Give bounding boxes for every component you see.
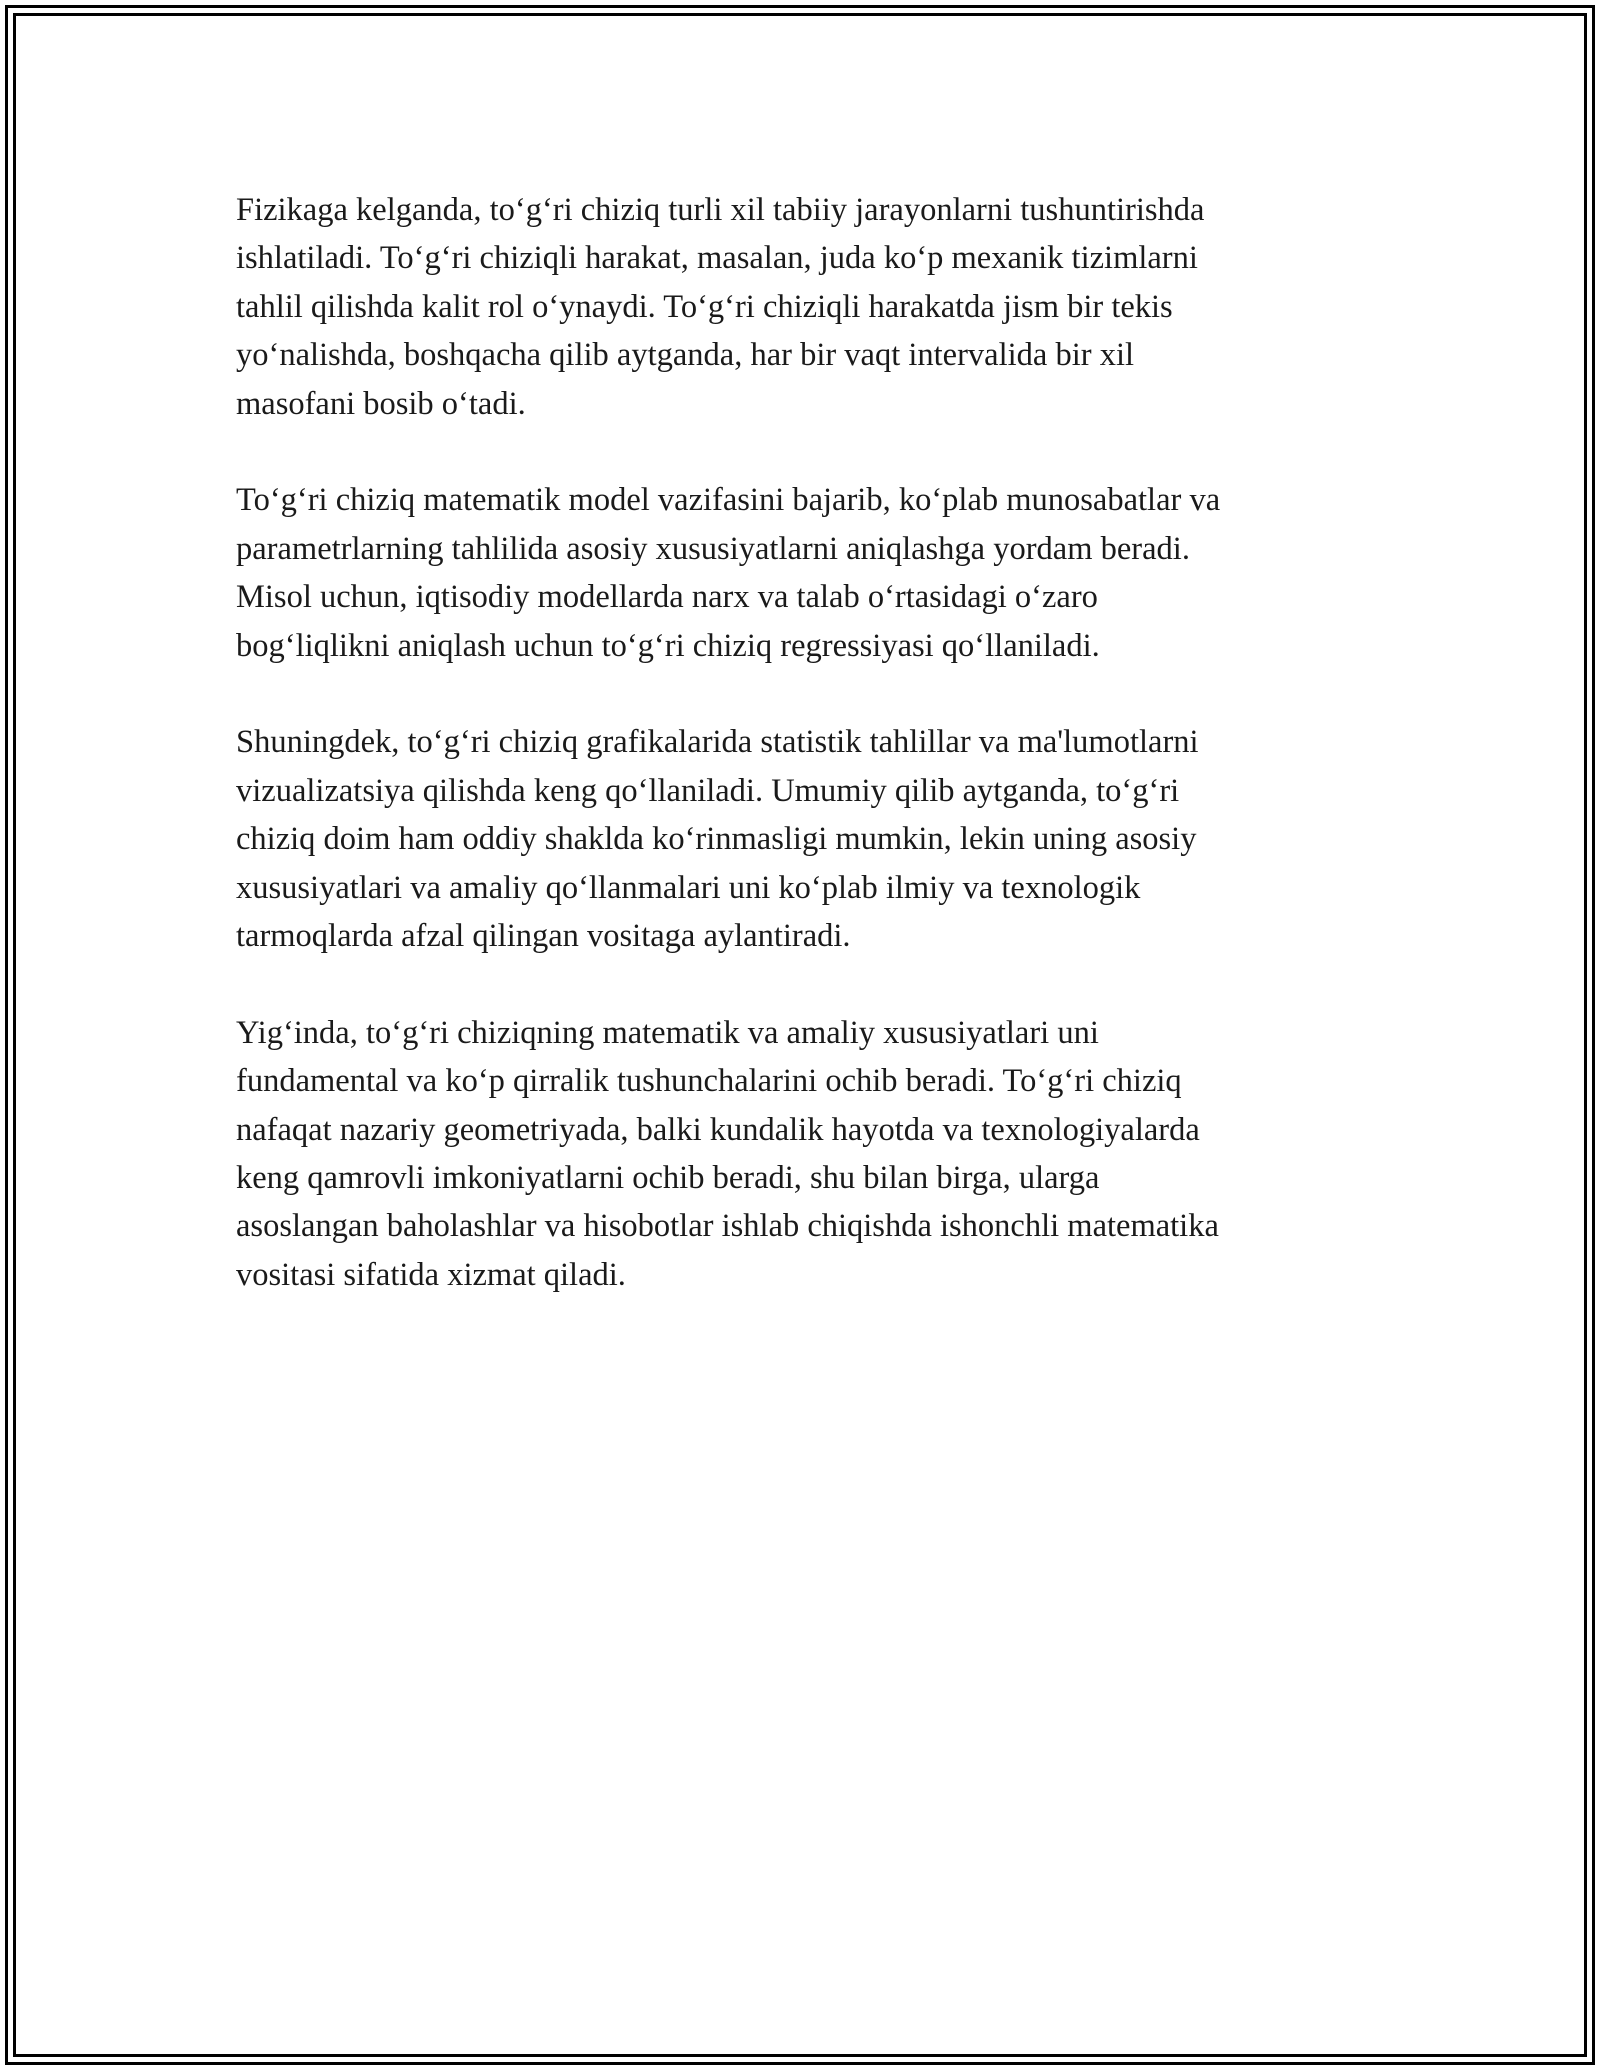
text-line: tahlil qilishda kalit rol o‘ynaydi. To‘g‘ri chiziqli harakatda jism bir tekis <box>236 288 1173 325</box>
text-line: vizualizatsiya qilishda keng qo‘llaniladi. Umumiy qilib aytganda, to‘g‘ri <box>236 772 1180 809</box>
text-line: asoslangan baholashlar va hisobotlar ishlab chiqishda ishonchli matematika <box>236 1208 1219 1245</box>
text-line: tarmoqlarda afzal qilingan vositaga aylantiradi. <box>236 918 851 955</box>
text-line: vositasi sifatida xizmat qiladi. <box>236 1256 626 1293</box>
paragraph-1 <box>236 186 1366 428</box>
text-line: parametrlarning tahlilida asosiy xususiyatlarni aniqlashga yordam beradi. <box>236 530 1190 567</box>
text-line: ishlatiladi. To‘g‘ri chiziqli harakat, masalan, juda ko‘p mexanik tizimlarni <box>236 240 1198 277</box>
text-line: To‘g‘ri chiziq matematik model vazifasini bajarib, ko‘plab munosabatlar va <box>236 482 1221 519</box>
paragraph-3 <box>236 718 1366 960</box>
text-line: bog‘liqlikni aniqlash uchun to‘g‘ri chiziq regressiyasi qo‘llaniladi. <box>236 627 1100 664</box>
text-line: xususiyatlari va amaliy qo‘llanmalari uni ko‘plab ilmiy va texnologik <box>236 869 1141 906</box>
text-line: keng qamrovli imkoniyatlarni ochib beradi, shu bilan birga, ularga <box>236 1160 1100 1197</box>
text-line: Misol uchun, iqtisodiy modellarda narx va talab o‘rtasidagi o‘zaro <box>236 579 1098 616</box>
text-line: Yig‘inda, to‘g‘ri chiziqning matematik va amaliy xususiyatlari uni <box>236 1014 1099 1051</box>
paragraph-4 <box>236 1009 1366 1299</box>
text-line: chiziq doim ham oddiy shaklda ko‘rinmasligi mumkin, lekin uning asosiy <box>236 821 1197 858</box>
text-line: nafaqat nazariy geometriyada, balki kundalik hayotda va texnologiyalarda <box>236 1111 1200 1148</box>
text-line: fundamental va ko‘p qirralik tushunchalarini ochib beradi. To‘g‘ri chiziq <box>236 1063 1182 1100</box>
text-line: yo‘nalishda, boshqacha qilib aytganda, har bir vaqt intervalida bir xil <box>236 337 1135 374</box>
paragraph-2 <box>236 476 1366 670</box>
text-line: masofani bosib o‘tadi. <box>236 385 526 422</box>
text-line: Shuningdek, to‘g‘ri chiziq grafikalarida statistik tahlillar va ma'lumotlarni <box>236 724 1199 761</box>
document-body <box>236 186 1366 1348</box>
text-line: Fizikaga kelganda, to‘g‘ri chiziq turli xil tabiiy jarayonlarni tushuntirishda <box>236 192 1205 228</box>
